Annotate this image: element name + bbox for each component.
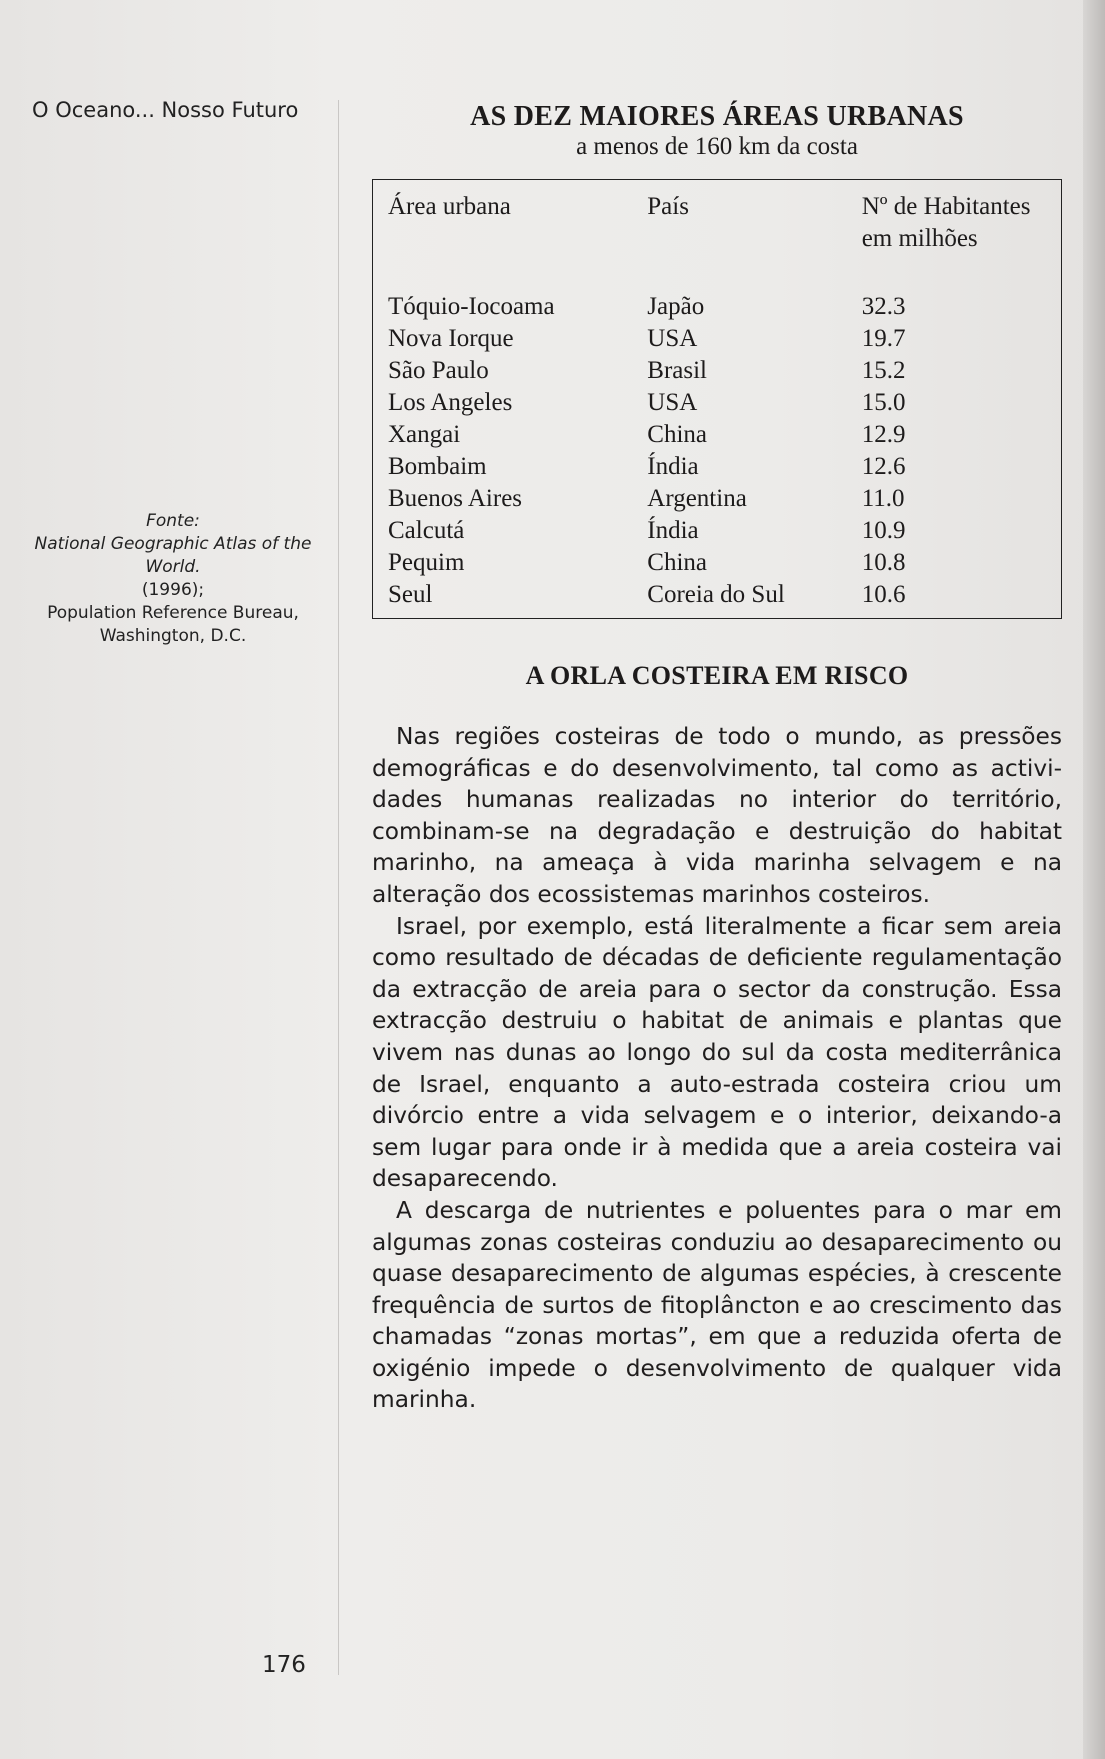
table-row [388,291,1061,323]
page-number: 176 [262,1652,306,1678]
cell-population: 19.7 [861,325,906,352]
table-row [388,419,1061,451]
cell-country: Índia [647,517,699,544]
source-year: (1996); [141,580,205,600]
main-column [372,102,1062,1416]
header-area: Área urbana [388,193,511,220]
cell-population: 10.6 [861,581,906,608]
section-body [372,721,1062,1416]
table-row [388,355,1061,387]
cell-area: São Paulo [388,357,489,384]
table-row [388,515,1061,547]
table-title: AS DEZ MAIORES ÁREAS URBANAS [470,101,964,132]
cell-area: Pequim [388,549,465,576]
table-row [388,579,1061,611]
source-atlas: National Geographic Atlas of the World. [34,534,312,577]
urban-areas-table-box [372,179,1062,619]
cell-country: Índia [647,453,699,480]
cell-country: USA [647,325,698,352]
cell-area: Bombaim [388,453,487,480]
table-row [388,547,1061,579]
cell-population: 15.0 [861,389,906,416]
paragraph: Nas regiões costeiras de todo o mundo, as pressões demográficas e do desenvolvimento, tal como as actividades humanas realizadas no interior do território, combinam-se na degradação e destruição do habitat marinho, na ameaça à vida marinha selvagem e na alteração dos ecossistemas marinhos costeiros. [372,723,1062,908]
table-header-row [388,191,1061,255]
source-org: Population Reference Bureau, Washington, D.C. [47,603,299,646]
cell-area: Nova Iorque [388,325,514,352]
cell-population: 32.3 [861,293,906,320]
section-title: A ORLA COSTEIRA EM RISCO [525,661,909,690]
cell-population: 10.8 [861,549,906,576]
book-spine-shadow [1083,0,1105,1759]
cell-area: Xangai [388,421,461,448]
cell-country: Coreia do Sul [647,581,785,608]
table-row [388,387,1061,419]
cell-country: Brasil [647,357,707,384]
paragraph: A descarga de nutrientes e poluentes para o mar em algumas zonas costeiras conduziu ao desaparecimento ou quase desaparecimento de algumas espécies, à crescente frequência de surtos de fitoplâncton e ao crescimento das chamadas “zonas mortas”, em que a reduzida oferta de oxigénio impede o desenvolvimento de qualquer vida marinha. [372,1196,1062,1414]
paragraph: Israel, por exemplo, está literalmente a ficar sem areia como resultado de décadas de deficiente regulamentação da extracção de areia para o sector da construção. Essa extracção destruiu o habitat de animais e plantas que vivem nas dunas ao longo do sul da costa mediterrânica de Israel, enquanto a auto-estrada costeira criou um divórcio entre a vida selvagem e o interior, deixando-a sem lugar para onde ir à medida que a areia costeira vai desaparecendo. [372,912,1062,1193]
cell-area: Calcutá [388,517,465,544]
cell-area: Los Angeles [388,389,513,416]
source-note [30,510,316,648]
cell-country: China [647,549,707,576]
cell-population: 12.9 [861,421,906,448]
source-label: Fonte: [146,511,200,531]
table-row [388,483,1061,515]
margin-column [0,0,338,1759]
header-country: País [647,193,689,220]
table-row [388,451,1061,483]
cell-area: Buenos Aires [388,485,523,512]
cell-population: 12.6 [861,453,906,480]
table-subtitle: a menos de 160 km da costa [576,133,858,160]
cell-area: Seul [388,581,433,608]
header-spacer [388,255,1061,291]
cell-country: China [647,421,707,448]
column-divider [338,100,339,1675]
cell-country: USA [647,389,698,416]
cell-area: Tóquio-Iocoama [388,293,555,320]
cell-country: Japão [647,293,705,320]
header-population: Nº de Habitantes em milhões [861,193,1031,252]
urban-areas-table [388,191,1061,611]
cell-population: 10.9 [861,517,906,544]
running-head: O Oceano... Nosso Futuro [32,98,299,122]
table-row [388,323,1061,355]
cell-population: 11.0 [861,485,905,512]
cell-population: 15.2 [861,357,906,384]
cell-country: Argentina [647,485,747,512]
